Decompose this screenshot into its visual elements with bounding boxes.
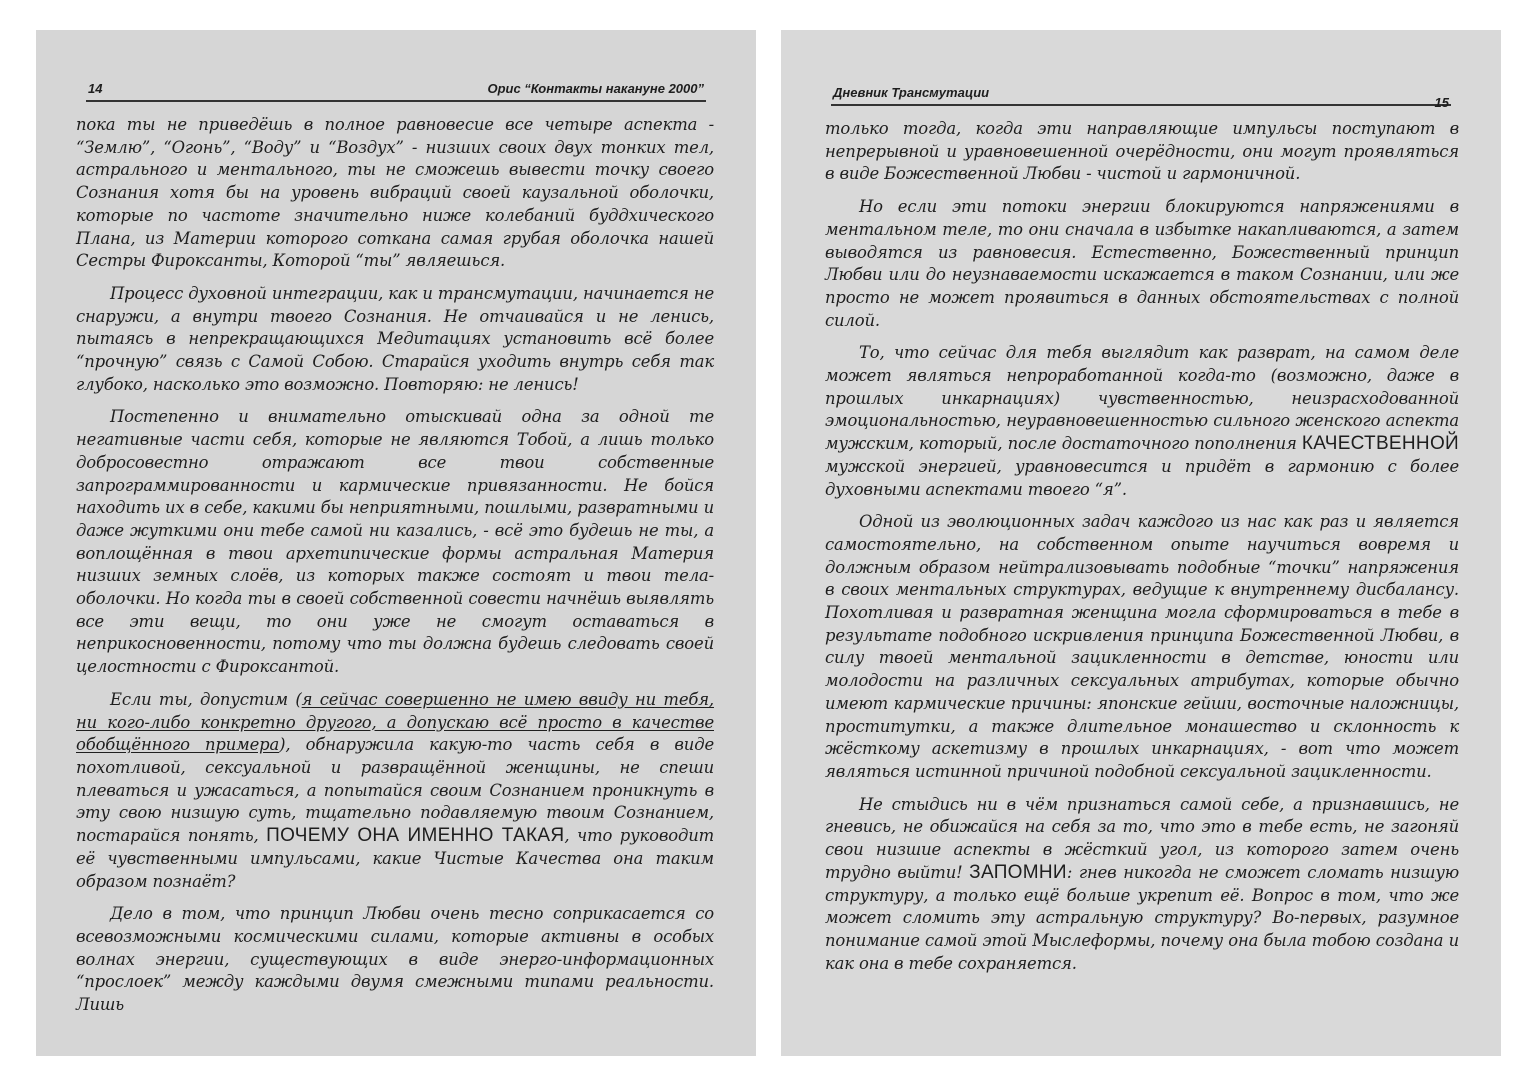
page-number: 15 <box>1434 95 1449 110</box>
left-page-body <box>76 114 714 1027</box>
emphasis-caps: КАЧЕСТВЕННОЙ <box>1301 433 1459 455</box>
page-number: 14 <box>88 81 103 96</box>
paragraph <box>76 689 714 893</box>
text-span: Если ты, допустим ( <box>110 689 302 709</box>
emphasis-caps: ПОЧЕМУ ОНА ИМЕННО ТАКАЯ <box>266 825 565 847</box>
right-page <box>781 30 1501 1056</box>
paragraph: только тогда, когда эти направляющие импульсы поступают в непрерывной и уравновешенной очерёдности, они могут проявляться в виде Божественной Любви - чистой и гармоничной. <box>825 119 1459 184</box>
underlined-remark: я сейчас совершенно не имею ввиду ни тебя, ни кого-либо конкретно другого, а допускаю всё просто в качестве обобщённого примера <box>76 689 714 755</box>
left-page <box>36 30 756 1056</box>
right-page-body <box>825 118 1459 985</box>
right-page-header <box>831 82 1451 110</box>
running-head: Дневник Трансмутации <box>833 85 990 100</box>
paragraph: Одной из эволюционных задач каждого из нас как раз и является самостоятельно, на собственном опыте научиться вовремя и должным образом нейтрализовывать подобные “точки” напряжения в своих ментальных структурах, ведущие к внутреннему дисбалансу. Похотливая и развратная женщина могла сформироваться в тебе в результате подобного искривления принципа Божественной Любви, в силу твоей ментальной зацикленности в детстве, юности или молодости на различных сексуальных атрибутах, которые обычно имеют кармические причины: японские гейши, восточные наложницы, проститутки, а также длительное монашество и склонность к жёсткому аскетизму в прошлых инкарнациях, - вот что может являться истинной причиной подобной сексуальной зацикленности. <box>825 512 1459 781</box>
paragraph <box>825 794 1459 976</box>
text-span: : гнев никогда не сможет сломать низшую структуру, а только ещё больше укрепит её. Вопрос в том, что же может сломить эту астральную структуру? Во-первых, разумное понимание самой этой Мыслеформы, почему она была тобою создана и как она в тебе сохраняется. <box>825 862 1460 973</box>
paragraph: Процесс духовной интеграции, как и трансмутации, начинается не снаружи, а внутри твоего Сознания. Не отчаивайся и не ленись, пытаясь в непрекращающихся Медитациях установить всё более “прочную” связь с Самой Собою. Старайся уходить внутрь себя так глубоко, насколько это возможно. Повторяю: не ленись! <box>76 283 714 394</box>
text-span: мужской энергией, уравновесится и придёт в гармонию с более духовными аспектами твоего “я”. <box>825 456 1459 499</box>
emphasis-caps: ЗАПОМНИ <box>969 861 1067 883</box>
text-span: , что руководит её чувственными импульсами, какие Чистые Качества она таким образом познаёт? <box>76 826 714 891</box>
left-page-header <box>86 78 706 102</box>
paragraph: пока ты не приведёшь в полное равновесие все четыре аспекта - “Землю”, “Огонь”, “Воду” и “Воздух” - низших своих двух тонких тел, астрального и ментального, ты не сможешь вывести точку своего Сознания хотя бы на уровень вибраций своей каузальной оболочки, которые по частоте значительно ниже колебаний буддхического Плана, из Материи которого соткана самая грубая оболочка нашей Сестры Фироксанты, Которой “ты” являешься. <box>76 115 714 271</box>
paragraph: Дело в том, что принцип Любви очень тесно соприкасается со всевозможными космическими силами, которые активны в особых волнах энергии, существующих в виде энерго-информационных “прослоек” между каждыми двумя смежными типами реальности. Лишь <box>76 904 714 1015</box>
text-span: Не стыдись ни в чём признаться самой себе, а признавшись, не гневись, не обижайся на себя за то, что это в тебе есть, не загоняй свои низшие аспекты в жёсткий угол, из которого затем очень трудно выйти! <box>825 794 1459 882</box>
running-head: Орис “Контакты накануне 2000” <box>487 81 704 96</box>
paragraph: Постепенно и внимательно отыскивай одна за одной те негативные части себя, которые не являются Тобой, а лишь только добросовестно отражают все твои собственные запрограммированности и кармические привязанности. Не бойся находить их в себе, какими бы неприятными, пошлыми, развратными и даже жуткими они тебе самой ни казались, - всё это будешь не ты, а воплощённая в твои архетипические формы астральная Материя низших земных слоёв, из которых также состоят и твои тела-оболочки. Но когда ты в своей собственной совести начнёшь выявлять все эти вещи, то они уже не смогут оставаться в неприкосновенности, потому что ты должна будешь следовать своей целостности с Фироксантой. <box>76 407 714 677</box>
paragraph <box>825 342 1459 501</box>
text-span: ), обнаружила какую-то часть себя в виде похотливой, сексуальной и развращённой женщины, не спеши плеваться и ужасаться, а попытайся своим Сознанием проникнуть в эту свою низшую суть, тщательно подавляемую твоим Сознанием, постарайся понять, <box>76 735 714 846</box>
text-span: То, что сейчас для тебя выглядит как разврат, на самом деле может являться непроработанной когда-то (возможно, даже в прошлых инкарнациях) чувственностью, неизрасходованной эмоциональностью, неуравновешенностью сильного женского аспекта мужским, который, после достаточного пополнения <box>825 343 1459 454</box>
paragraph: Но если эти потоки энергии блокируются напряжениями в ментальном теле, то они сначала в избытке накапливаются, а затем выводятся из равновесия. Естественно, Божественный принцип Любви или до неузнаваемости искажается в таком Сознании, или же просто не может проявиться в данных обстоятельствах с полной силой. <box>825 197 1459 330</box>
